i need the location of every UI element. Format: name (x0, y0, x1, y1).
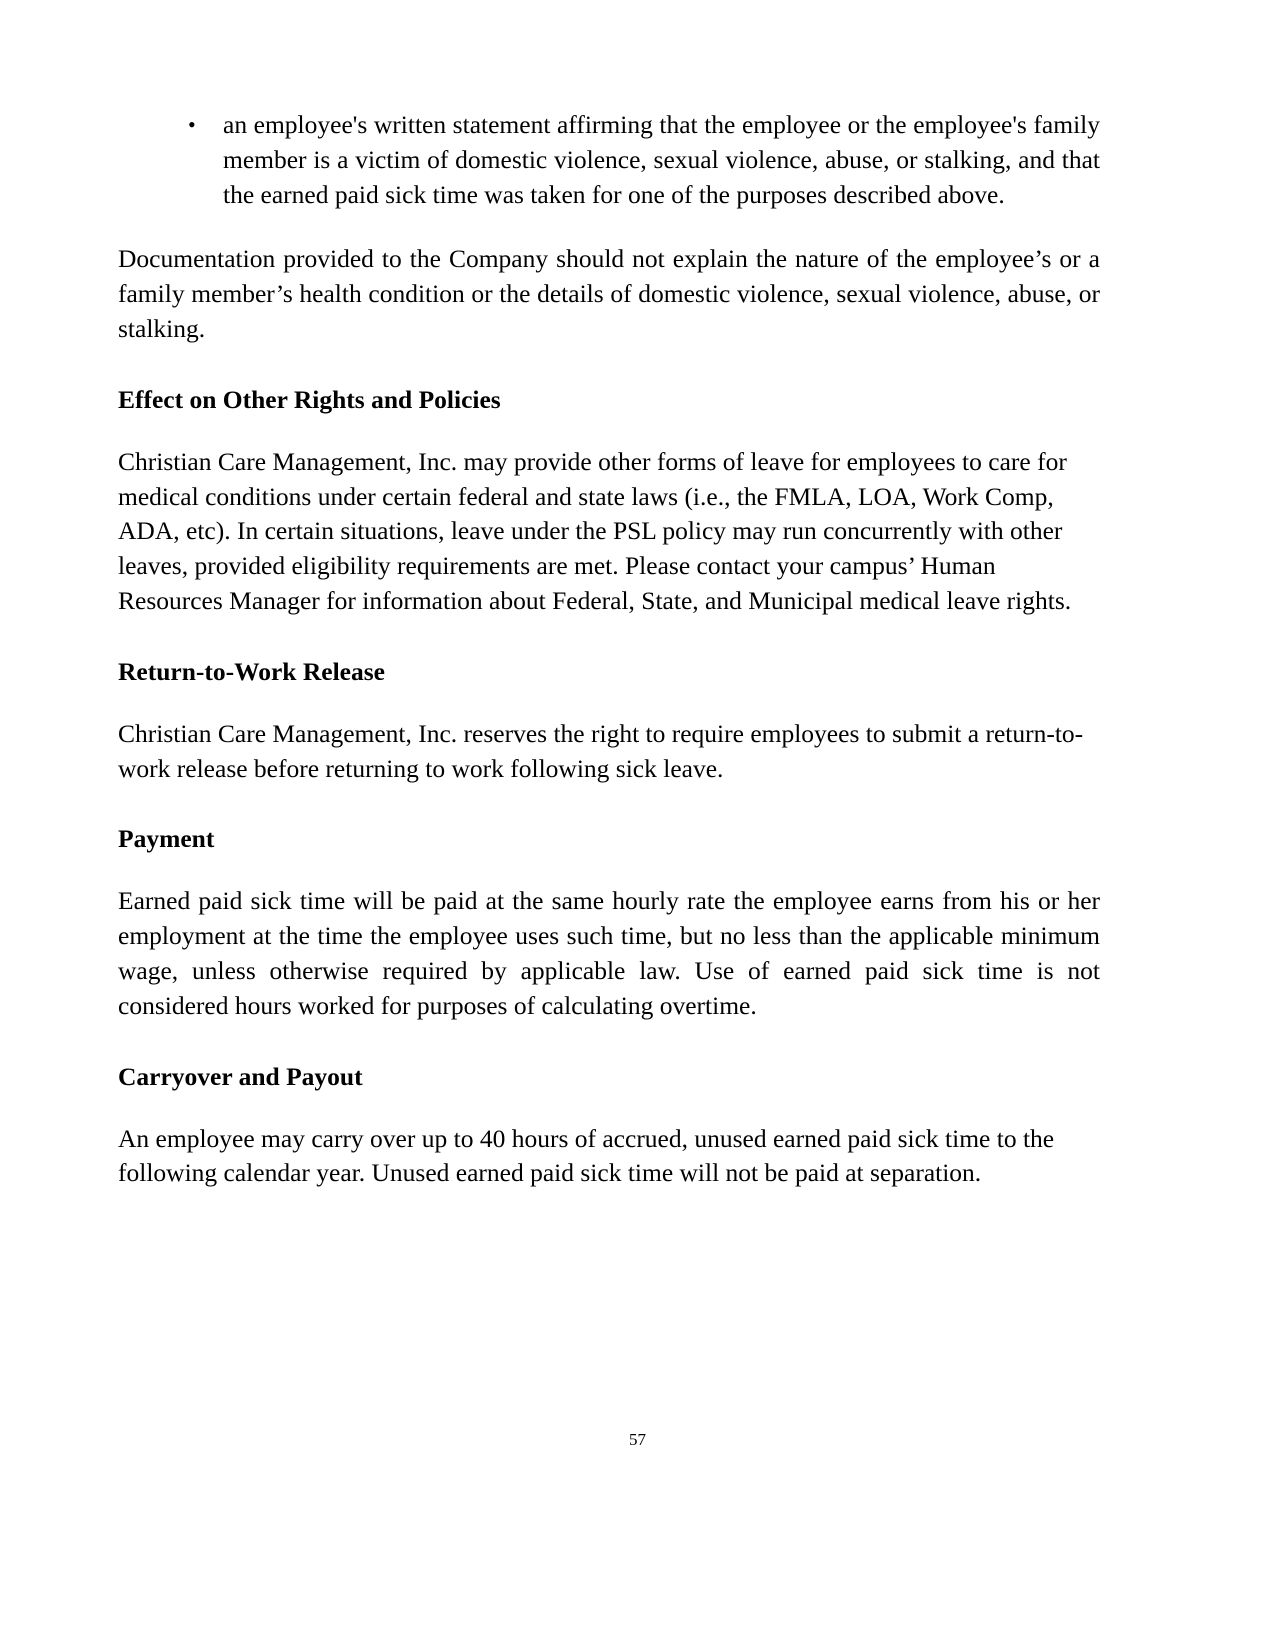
evidence-bullet-list (118, 108, 1100, 212)
heading-payment: Payment (118, 824, 215, 854)
heading-effect-on-other-rights: Effect on Other Rights and Policies (118, 384, 501, 414)
heading-carryover-and-payout: Carryover and Payout (118, 1061, 363, 1091)
documentation-paragraph: Documentation provided to the Company should not explain the nature of the employee’s or a family member’s health condition or the details of domestic violence, sexual violence, abuse, or stalking. (118, 244, 1100, 343)
spacer (118, 619, 1100, 655)
bullet-point-icon: • (188, 112, 196, 137)
spacer (118, 856, 1100, 884)
heading-return-to-work-release: Return-to-Work Release (118, 656, 385, 686)
spacer (118, 1024, 1100, 1060)
spacer (118, 1094, 1100, 1122)
spacer (118, 212, 1100, 242)
spacer (118, 347, 1100, 383)
list-item-text: an employee's written statement affirming that the employee or the employee's family member is a victim of domestic violence, sexual violence, abuse, or stalking, and that the earned paid sick time was taken for one of the purposes described above. (223, 110, 1100, 209)
spacer (118, 786, 1100, 822)
payment-paragraph: Earned paid sick time will be paid at the same hourly rate the employee earns from his or her employment at the time the employee uses such time, but no less than the applicable minimum wage, unless otherwise required by applicable law. Use of earned paid sick time is not considered hours worked for purposes of calculating overtime. (118, 886, 1100, 1020)
effect-on-other-rights-paragraph: Christian Care Management, Inc. may provide other forms of leave for employees to care for medical conditions under certain federal and state laws (i.e., the FMLA, LOA, Work Comp, ADA, etc). In certain situations, leave under the PSL policy may run concurrently with other leaves, provided eligibility requirements are met. Please contact your campus’ Human Resources Manager for information about Federal, State, and Municipal medical leave rights. (118, 446, 1072, 615)
page-number: 57 (629, 1430, 646, 1449)
list-item (188, 108, 1100, 212)
return-to-work-release-paragraph: Christian Care Management, Inc. reserves the right to require employees to submit a return-to-work release before returning to work following sick leave. (118, 718, 1084, 783)
spacer (118, 689, 1100, 717)
page-content (118, 108, 1100, 1191)
spacer (118, 417, 1100, 445)
carryover-and-payout-paragraph: An employee may carry over up to 40 hours of accrued, unused earned paid sick time to the following calendar year. Unused earned paid sick time will not be paid at separation. (118, 1123, 1055, 1188)
